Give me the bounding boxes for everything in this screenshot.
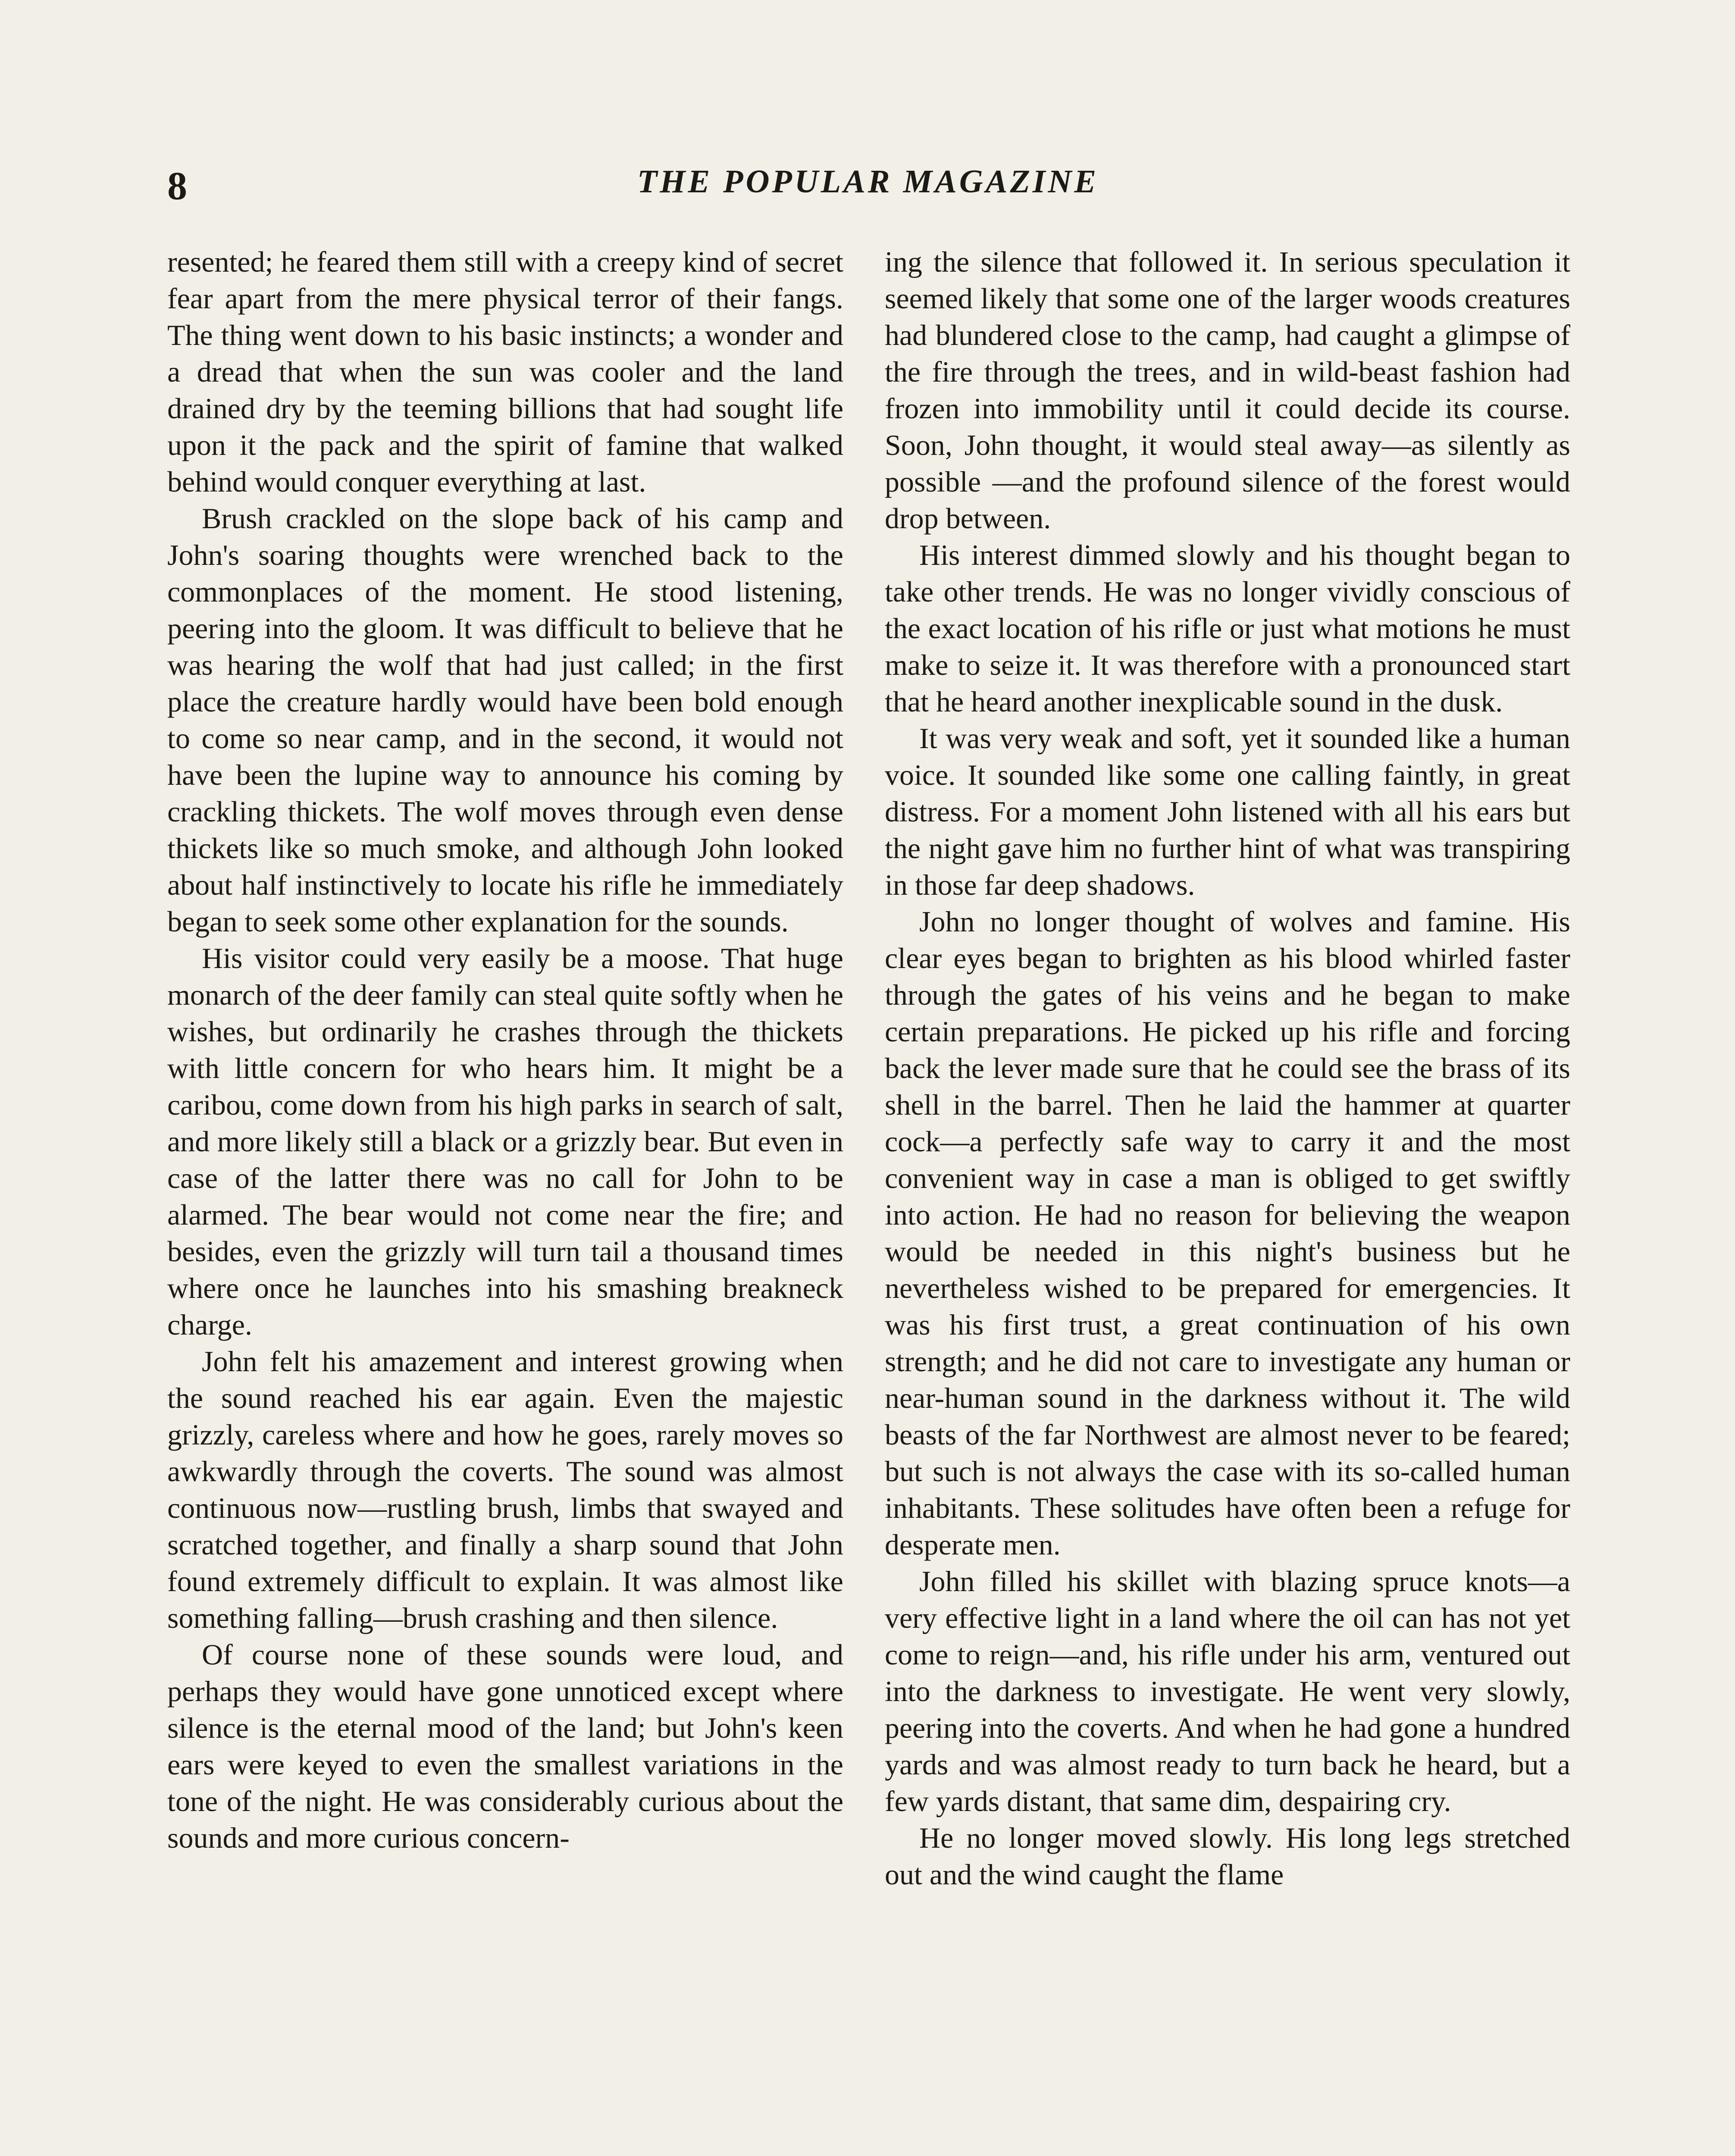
left-column bbox=[167, 244, 843, 2156]
paragraph: John felt his amazement and interest growing when the sound reached his ear again. Even the majestic grizzly, careless where and how he goes, rarely moves so awkwardly through the coverts. The sound was almost continuous now—rustling brush, limbs that swayed and scratched together, and finally a sharp sound that John found extremely difficult to explain. It was almost like something falling—brush crashing and then silence. bbox=[167, 1345, 843, 1634]
right-column bbox=[885, 244, 1570, 2156]
paragraph: It was very weak and soft, yet it sounded like a human voice. It sounded like some one calling faintly, in great distress. For a moment John listened with all his ears but the night gave him no further hint of what was transpiring in those far deep shadows. bbox=[885, 722, 1570, 901]
running-title: THE POPULAR MAGAZINE bbox=[637, 163, 1099, 200]
paragraph: Of course none of these sounds were loud, and perhaps they would have gone unnoticed except where silence is the eternal mood of the land; but John's keen ears were keyed to even the smallest variations in the tone of the night. He was considerably curious about the sounds and more curious concern- bbox=[167, 1638, 843, 1854]
paragraph: His interest dimmed slowly and his thought began to take other trends. He was no longer vividly conscious of the exact location of his rifle or just what motions he must make to seize it. It was therefore with a pronounced start that he heard another inexplicable sound in the dusk. bbox=[885, 539, 1570, 718]
paragraph: His visitor could very easily be a moose. That huge monarch of the deer family can steal quite softly when he wishes, but ordinarily he crashes through the thickets with little concern for who hears him. It might be a caribou, come down from his high parks in search of salt, and more likely still a black or a grizzly bear. But even in case of the latter there was no call for John to be alarmed. The bear would not come near the fire; and besides, even the grizzly will turn tail a thousand times where once he launches into his smashing breakneck charge. bbox=[167, 942, 843, 1341]
paragraph: John no longer thought of wolves and famine. His clear eyes began to brighten as his blood whirled faster through the gates of his veins and he began to make certain preparations. He picked up his rifle and forcing back the lever made sure that he could see the brass of its shell in the barrel. Then he laid the hammer at quarter cock—a perfectly safe way to carry it and the most convenient way in case a man is obliged to get swiftly into action. He had no reason for believing the weapon would be needed in this night's business but he nevertheless wished to be prepared for emergencies. It was his first trust, a great continuation of his own strength; and he did not care to investigate any human or near-human sound in the darkness without it. The wild beasts of the far Northwest are almost never to be feared; but such is not always the case with its so-called human inhabitants. These solitudes have often been a refuge for desperate men. bbox=[885, 905, 1570, 1561]
paragraph: resented; he feared them still with a creepy kind of secret fear apart from the mere physical terror of their fangs. The thing went down to his basic instincts; a wonder and a dread that when the sun was cooler and the land drained dry by the teeming billions that had sought life upon it the pack and the spirit of famine that walked behind would conquer everything at last. bbox=[167, 245, 843, 498]
paragraph: ing the silence that followed it. In serious speculation it seemed likely that some one of the larger woods creatures had blundered close to the camp, had caught a glimpse of the fire through the trees, and in wild-beast fashion had frozen into immobility until it could decide its course. Soon, John thought, it would steal away—as silently as possible —and the profound silence of the forest would drop between. bbox=[885, 245, 1570, 535]
page-header bbox=[167, 163, 1569, 215]
paragraph: He no longer moved slowly. His long legs stretched out and the wind caught the flame bbox=[885, 1821, 1570, 1891]
paragraph: John filled his skillet with blazing spruce knots—a very effective light in a land where the oil can has not yet come to reign—and, his rifle under his arm, ventured out into the darkness to investigate. He went very slowly, peering into the coverts. And when he had gone a hundred yards and was almost ready to turn back he heard, but a few yards distant, that same dim, despairing cry. bbox=[885, 1565, 1570, 1818]
page-number: 8 bbox=[167, 164, 187, 208]
paragraph: Brush crackled on the slope back of his camp and John's soaring thoughts were wrenched back to the commonplaces of the moment. He stood listening, peering into the gloom. It was difficult to believe that he was hearing the wolf that had just called; in the first place the creature hardly would have been bold enough to come so near camp, and in the second, it would not have been the lupine way to announce his coming by crackling thickets. The wolf moves through even dense thickets like so much smoke, and although John looked about half instinctively to locate his rifle he immediately began to seek some other explanation for the sounds. bbox=[167, 502, 843, 938]
